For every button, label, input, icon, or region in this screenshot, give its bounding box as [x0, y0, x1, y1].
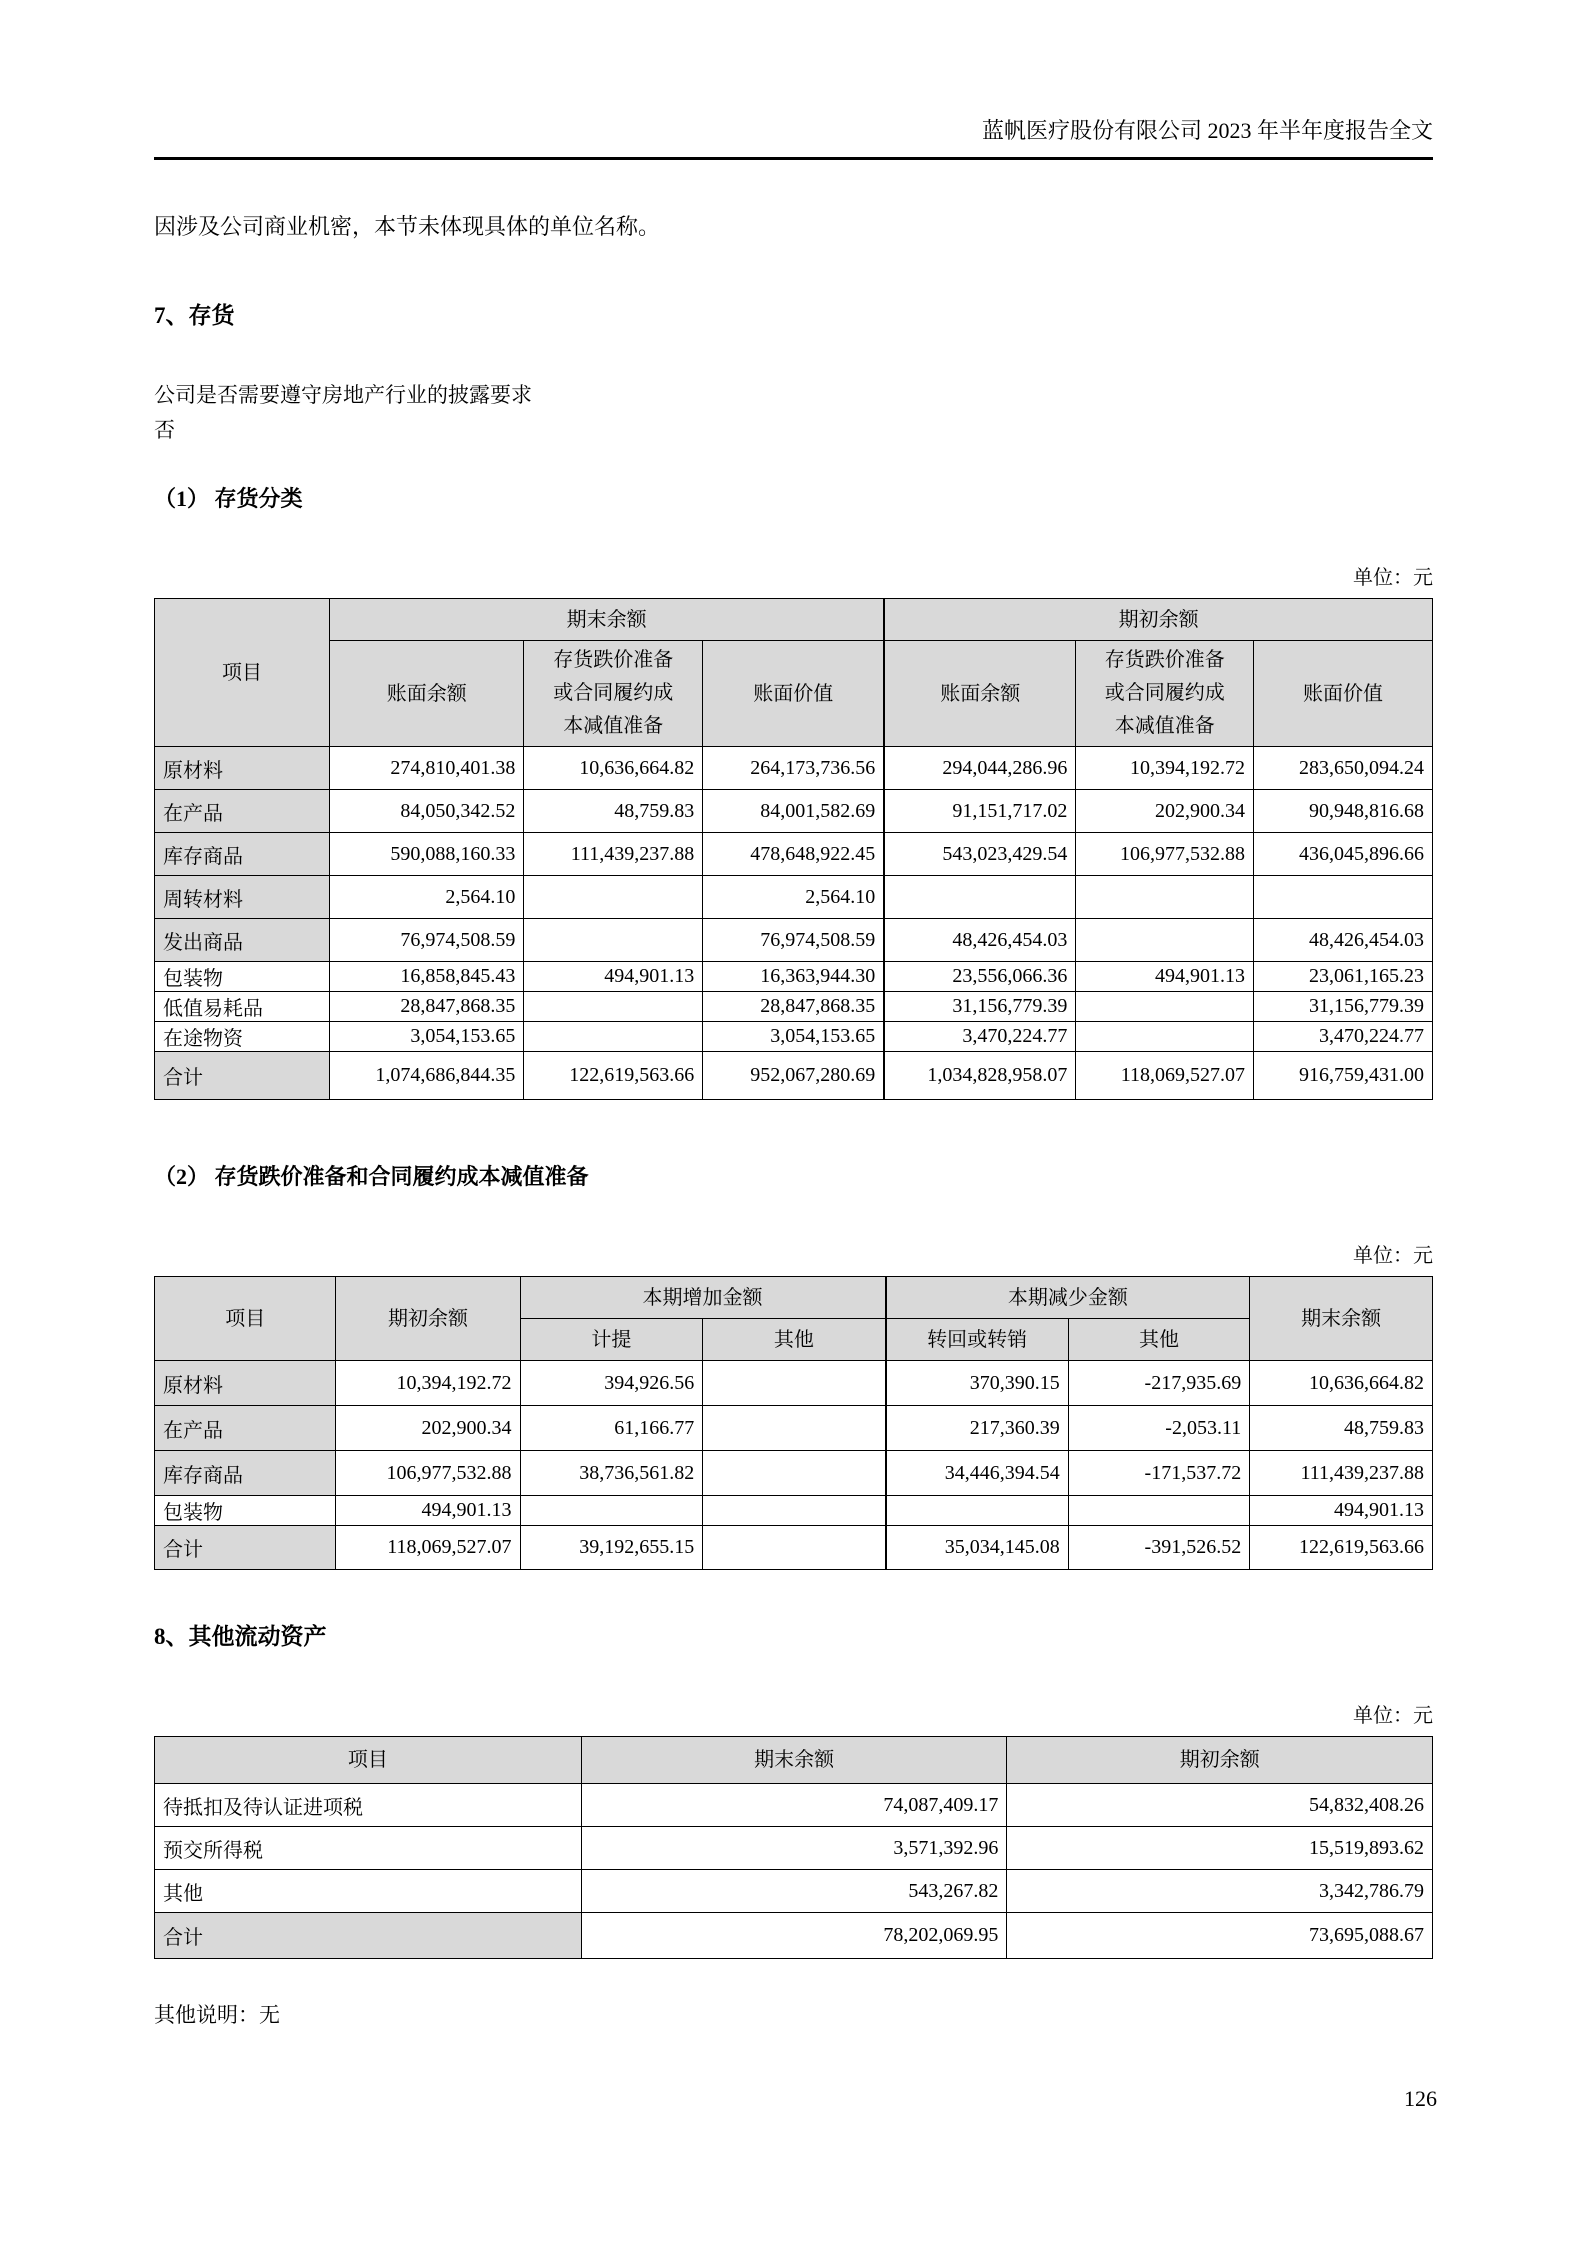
cell [524, 1022, 703, 1052]
cell: -171,537.72 [1068, 1451, 1249, 1496]
cell: -391,526.52 [1068, 1526, 1249, 1570]
cell [1076, 876, 1254, 919]
cell: -2,053.11 [1068, 1406, 1249, 1451]
cell: 543,023,429.54 [884, 833, 1076, 876]
cell: 23,556,066.36 [884, 962, 1076, 992]
row-label: 预交所得税 [155, 1827, 582, 1870]
cell [1076, 1022, 1254, 1052]
cell [703, 1451, 886, 1496]
cell: -217,935.69 [1068, 1361, 1249, 1406]
row-label: 在产品 [155, 790, 330, 833]
cell: 74,087,409.17 [581, 1784, 1007, 1827]
row-label: 在途物资 [155, 1022, 330, 1052]
cell: 3,470,224.77 [884, 1022, 1076, 1052]
cell: 294,044,286.96 [884, 747, 1076, 790]
cell: 28,847,868.35 [330, 992, 524, 1022]
unit-label-1: 单位：元 [1353, 567, 1433, 589]
table-total-row [155, 1052, 1433, 1100]
cell: 394,926.56 [520, 1361, 703, 1406]
cell: 916,759,431.00 [1254, 1052, 1433, 1100]
unit-label-3: 单位：元 [1353, 1705, 1433, 1727]
cell: 952,067,280.69 [703, 1052, 884, 1100]
header-item: 项目 [155, 1277, 336, 1361]
row-label: 包装物 [155, 1496, 336, 1526]
row-label: 待抵扣及待认证进项税 [155, 1784, 582, 1827]
cell: 370,390.15 [886, 1361, 1069, 1406]
header-decrease-group: 本期减少金额 [886, 1277, 1250, 1319]
header-book-value: 账面价值 [1254, 641, 1433, 747]
row-label: 低值易耗品 [155, 992, 330, 1022]
cell: 3,342,786.79 [1007, 1870, 1433, 1913]
row-label: 合计 [155, 1526, 336, 1570]
cell: 10,394,192.72 [1076, 747, 1254, 790]
header-book-balance: 账面余额 [884, 641, 1076, 747]
cell [1254, 876, 1433, 919]
inventory-classification-table [154, 598, 1433, 1100]
cell: 217,360.39 [886, 1406, 1069, 1451]
header-increase-group: 本期增加金额 [520, 1277, 886, 1319]
cell: 61,166.77 [520, 1406, 703, 1451]
cell: 48,759.83 [524, 790, 703, 833]
table-row [155, 1022, 1433, 1052]
cell: 436,045,896.66 [1254, 833, 1433, 876]
cell [524, 919, 703, 962]
row-label: 库存商品 [155, 1451, 336, 1496]
cell: 118,069,527.07 [1076, 1052, 1254, 1100]
header-reversal: 转回或转销 [886, 1319, 1069, 1361]
cell: 494,901.13 [1076, 962, 1254, 992]
unit-label-2: 单位：元 [1353, 1245, 1433, 1267]
cell: 10,394,192.72 [336, 1361, 520, 1406]
cell: 76,974,508.59 [703, 919, 884, 962]
table-row [155, 747, 1433, 790]
cell: 48,426,454.03 [1254, 919, 1433, 962]
cell: 31,156,779.39 [1254, 992, 1433, 1022]
other-note: 其他说明：无 [154, 2003, 280, 2027]
cell: 3,571,392.96 [581, 1827, 1007, 1870]
header-book-balance: 账面余额 [330, 641, 524, 747]
cell: 3,054,153.65 [330, 1022, 524, 1052]
row-label: 合计 [155, 1913, 582, 1959]
table-row [155, 1406, 1433, 1451]
cell: 590,088,160.33 [330, 833, 524, 876]
cell: 494,901.13 [524, 962, 703, 992]
cell [703, 1526, 886, 1570]
disclosure-question: 公司是否需要遵守房地产行业的披露要求 [154, 383, 532, 407]
header-other: 其他 [1068, 1319, 1249, 1361]
cell: 274,810,401.38 [330, 747, 524, 790]
inventory-provision-table [154, 1276, 1433, 1570]
row-label: 发出商品 [155, 919, 330, 962]
cell: 122,619,563.66 [1250, 1526, 1433, 1570]
table-total-row [155, 1913, 1433, 1959]
cell: 34,446,394.54 [886, 1451, 1069, 1496]
row-label: 在产品 [155, 1406, 336, 1451]
cell: 84,050,342.52 [330, 790, 524, 833]
row-label: 周转材料 [155, 876, 330, 919]
cell: 118,069,527.07 [336, 1526, 520, 1570]
cell [886, 1496, 1069, 1526]
header-end-balance: 期末余额 [1250, 1277, 1433, 1361]
header-provision: 存货跌价准备或合同履约成本减值准备 [1076, 641, 1254, 747]
cell [703, 1361, 886, 1406]
cell: 3,470,224.77 [1254, 1022, 1433, 1052]
cell: 38,736,561.82 [520, 1451, 703, 1496]
cell: 106,977,532.88 [336, 1451, 520, 1496]
header-begin-balance: 期初余额 [336, 1277, 520, 1361]
row-label: 其他 [155, 1870, 582, 1913]
cell: 48,759.83 [1250, 1406, 1433, 1451]
cell: 73,695,088.67 [1007, 1913, 1433, 1959]
cell: 494,901.13 [336, 1496, 520, 1526]
table-row [155, 1827, 1433, 1870]
cell: 3,054,153.65 [703, 1022, 884, 1052]
section-8-heading: 8、其他流动资产 [154, 1624, 327, 1649]
cell [703, 1496, 886, 1526]
cell: 10,636,664.82 [1250, 1361, 1433, 1406]
cell [1076, 992, 1254, 1022]
row-label: 库存商品 [155, 833, 330, 876]
cell [703, 1406, 886, 1451]
cell: 122,619,563.66 [524, 1052, 703, 1100]
cell: 106,977,532.88 [1076, 833, 1254, 876]
header-period-begin: 期初余额 [1007, 1737, 1433, 1784]
table-header-row [155, 1737, 1433, 1784]
header-provision: 存货跌价准备或合同履约成本减值准备 [524, 641, 703, 747]
cell [524, 992, 703, 1022]
cell: 283,650,094.24 [1254, 747, 1433, 790]
cell: 202,900.34 [1076, 790, 1254, 833]
row-label: 原材料 [155, 747, 330, 790]
disclosure-block [154, 378, 1433, 448]
cell: 478,648,922.45 [703, 833, 884, 876]
cell: 15,519,893.62 [1007, 1827, 1433, 1870]
cell: 1,074,686,844.35 [330, 1052, 524, 1100]
cell: 1,034,828,958.07 [884, 1052, 1076, 1100]
table-subheader-row [155, 641, 1433, 747]
cell [524, 876, 703, 919]
cell: 54,832,408.26 [1007, 1784, 1433, 1827]
header-item: 项目 [155, 599, 330, 747]
cell: 35,034,145.08 [886, 1526, 1069, 1570]
header-period-begin: 期初余额 [884, 599, 1432, 641]
table-header-row [155, 599, 1433, 641]
disclosure-answer: 否 [154, 418, 175, 442]
cell: 78,202,069.95 [581, 1913, 1007, 1959]
table-row [155, 833, 1433, 876]
report-title: 蓝帆医疗股份有限公司 2023 年半年度报告全文 [981, 118, 1433, 143]
table-row [155, 1361, 1433, 1406]
row-label: 包装物 [155, 962, 330, 992]
cell: 16,858,845.43 [330, 962, 524, 992]
cell: 202,900.34 [336, 1406, 520, 1451]
cell: 111,439,237.88 [524, 833, 703, 876]
cell: 23,061,165.23 [1254, 962, 1433, 992]
other-current-assets-table [154, 1736, 1433, 1959]
page-header [154, 0, 1433, 160]
cell: 494,901.13 [1250, 1496, 1433, 1526]
table-row [155, 992, 1433, 1022]
cell: 2,564.10 [330, 876, 524, 919]
cell: 84,001,582.69 [703, 790, 884, 833]
cell [884, 876, 1076, 919]
header-accrual: 计提 [520, 1319, 703, 1361]
header-other: 其他 [703, 1319, 886, 1361]
row-label: 原材料 [155, 1361, 336, 1406]
cell: 111,439,237.88 [1250, 1451, 1433, 1496]
page-number: 126 [1404, 2086, 1437, 2111]
cell [1068, 1496, 1249, 1526]
row-label: 合计 [155, 1052, 330, 1100]
cell: 543,267.82 [581, 1870, 1007, 1913]
table-row [155, 1784, 1433, 1827]
table-row [155, 1870, 1433, 1913]
cell: 28,847,868.35 [703, 992, 884, 1022]
intro-text: 因涉及公司商业机密，本节未体现具体的单位名称。 [154, 214, 661, 239]
cell: 90,948,816.68 [1254, 790, 1433, 833]
table-header-row [155, 1277, 1433, 1319]
cell [520, 1496, 703, 1526]
cell: 39,192,655.15 [520, 1526, 703, 1570]
cell: 31,156,779.39 [884, 992, 1076, 1022]
table-row [155, 790, 1433, 833]
section-7-heading: 7、存货 [154, 303, 235, 328]
sub2-heading: （2） 存货跌价准备和合同履约成本减值准备 [154, 1164, 589, 1189]
table-row [155, 962, 1433, 992]
header-book-value: 账面价值 [703, 641, 884, 747]
header-period-end: 期末余额 [330, 599, 885, 641]
header-period-end: 期末余额 [581, 1737, 1007, 1784]
table-row [155, 1451, 1433, 1496]
cell [1076, 919, 1254, 962]
table-row [155, 1496, 1433, 1526]
cell: 48,426,454.03 [884, 919, 1076, 962]
cell: 10,636,664.82 [524, 747, 703, 790]
cell: 264,173,736.56 [703, 747, 884, 790]
table-row [155, 919, 1433, 962]
cell: 76,974,508.59 [330, 919, 524, 962]
table-row [155, 876, 1433, 919]
cell: 2,564.10 [703, 876, 884, 919]
sub1-heading: （1） 存货分类 [154, 486, 303, 511]
table-total-row [155, 1526, 1433, 1570]
header-item: 项目 [155, 1737, 582, 1784]
cell: 91,151,717.02 [884, 790, 1076, 833]
cell: 16,363,944.30 [703, 962, 884, 992]
